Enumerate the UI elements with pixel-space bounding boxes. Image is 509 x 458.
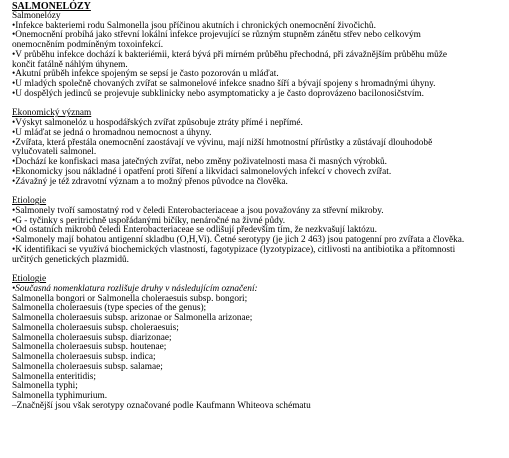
- nomenclature-intro: •Současná nomenklatura rozlišuje druhy v následujícím označení:: [12, 283, 258, 294]
- section-heading-etiology-2: Etiologie: [12, 274, 47, 284]
- etiology2-lines: [12, 295, 506, 412]
- text-line: •Infekce bakteriemi rodu Salmonella jsou příčinou akutních i chronických onemocnění živočichů.: [12, 20, 376, 31]
- etiology1-lines: [12, 207, 506, 266]
- text-line: Salmonella enteritidis;: [12, 371, 96, 382]
- text-line: onemocněním podmíněným toxoinfekcí.: [12, 40, 164, 50]
- text-line: •Dochází ke konfiskaci masa jatečných zvířat, nebo změny poživatelnosti masa či masných výrobků.: [12, 157, 388, 167]
- text-line: Salmonella choleraesuis subsp. choleraesuis;: [12, 322, 179, 333]
- text-line: Salmonella choleraesuis subsp. indica;: [12, 352, 156, 362]
- text-line: –Značnější jsou však serotypy označované podle Kaufmann Whiteova schématu: [12, 400, 311, 411]
- text-line: končit fatálně náhlým úhynem.: [12, 59, 128, 70]
- text-line: •Akutní průběh infekce spojeným se sepsí je často pozorován u mláďat.: [12, 69, 279, 80]
- text-line: •Výskyt salmonelóz u hospodářských zvířat způsobuje ztráty přímé i nepřímé.: [12, 118, 303, 128]
- text-line: Salmonella typhimurium.: [12, 391, 108, 401]
- text-line: •U dospělých jedinců se projevuje subklinicky nebo asymptomaticky a je často doprovázeno bacilonosičstvím.: [12, 88, 424, 99]
- intro-section: [12, 12, 506, 100]
- section-gap: [12, 187, 506, 197]
- text-line: •Onemocnění probíhá jako střevní lokální infekce projevující se různým stupněm zánětu střev nebo celkovým: [12, 30, 421, 41]
- text-line: •U mladých společně chovaných zvířat se salmonelové infekce snadno šíří a bývají spojeny s hromadnými úhyny.: [12, 79, 436, 89]
- text-line: Salmonella typhi;: [12, 381, 78, 392]
- text-line: Salmonella choleraesuis subsp. arizonae or Salmonella arizonae;: [12, 313, 253, 323]
- document-body: [12, 2, 506, 412]
- text-line: Salmonella choleraesuis (type species of the genus);: [12, 303, 207, 314]
- text-line: Salmonella bongori or Salmonella choleraesuis subsp. bongori;: [12, 293, 248, 304]
- text-line: Salmonella choleraesuis subsp. houtenae;: [12, 342, 167, 353]
- text-line: •Závažný je též zdravotní význam a to možný přenos původce na člověka.: [12, 176, 288, 187]
- document-title: SALMONELÓZY: [12, 1, 91, 12]
- text-line: •U mláďat se jedná o hromadnou nemocnost a úhyny.: [12, 127, 212, 138]
- text-line: •G - tyčinky s peritrichně uspořádanými bičíky, nenáročné na živné půdy.: [12, 215, 286, 226]
- etiology-section-1: [12, 197, 506, 265]
- text-line: •Ekonomicky jsou nákladné i opatření proti šíření a likvidaci salmonelových infekcí v chovech zvířat.: [12, 166, 392, 177]
- text-line: Salmonella choleraesuis subsp. salamae;: [12, 361, 163, 372]
- etiology-section-2: [12, 275, 506, 412]
- section-subtitle: Salmonelózy: [12, 10, 61, 21]
- section-heading-etiology: Etiologie: [12, 196, 47, 206]
- text-line: vylučovateli salmonel.: [12, 147, 97, 158]
- text-line: •Od ostatních mikrobů čeledi Enterobacteriaceae se odlišují především tím, že nezkvašují laktózu.: [12, 225, 377, 236]
- section-heading-economic: Ekonomický význam: [12, 108, 92, 119]
- text-line: •Zvířata, která přestála onemocnění zaostávají ve vývinu, mají nižší hmotnostní přírůstky a zůstávají dlouhodobě: [12, 137, 433, 148]
- economic-lines: [12, 119, 506, 187]
- text-line: Salmonella choleraesuis subsp. diarizonae;: [12, 332, 172, 343]
- text-line: •Salmonely mají bohatou antigenní skladbu (O,H,Vi). Četné serotypy (je jich 2 463) jsou patogenní pro zvířata a člověka.: [12, 235, 465, 245]
- section-gap: [12, 265, 506, 275]
- text-line: •Salmonely tvoří samostatný rod v čeledi Enterobacteriaceae a jsou považovány za střevní mikroby.: [12, 205, 384, 216]
- intro-lines: [12, 22, 506, 100]
- text-line: •K identifikaci se využívá biochemických vlastností, fagotypizace (lyzotypizace), citlivosti na antibiotika a přítomnosti: [12, 244, 456, 255]
- text-line: určitých genetických plazmidů.: [12, 254, 129, 265]
- text-line: •V průběhu infekce dochází k bakteriémii, která bývá při mírném průběhu přechodná, při závažnějším průběhu může: [12, 49, 447, 60]
- economic-section: [12, 109, 506, 187]
